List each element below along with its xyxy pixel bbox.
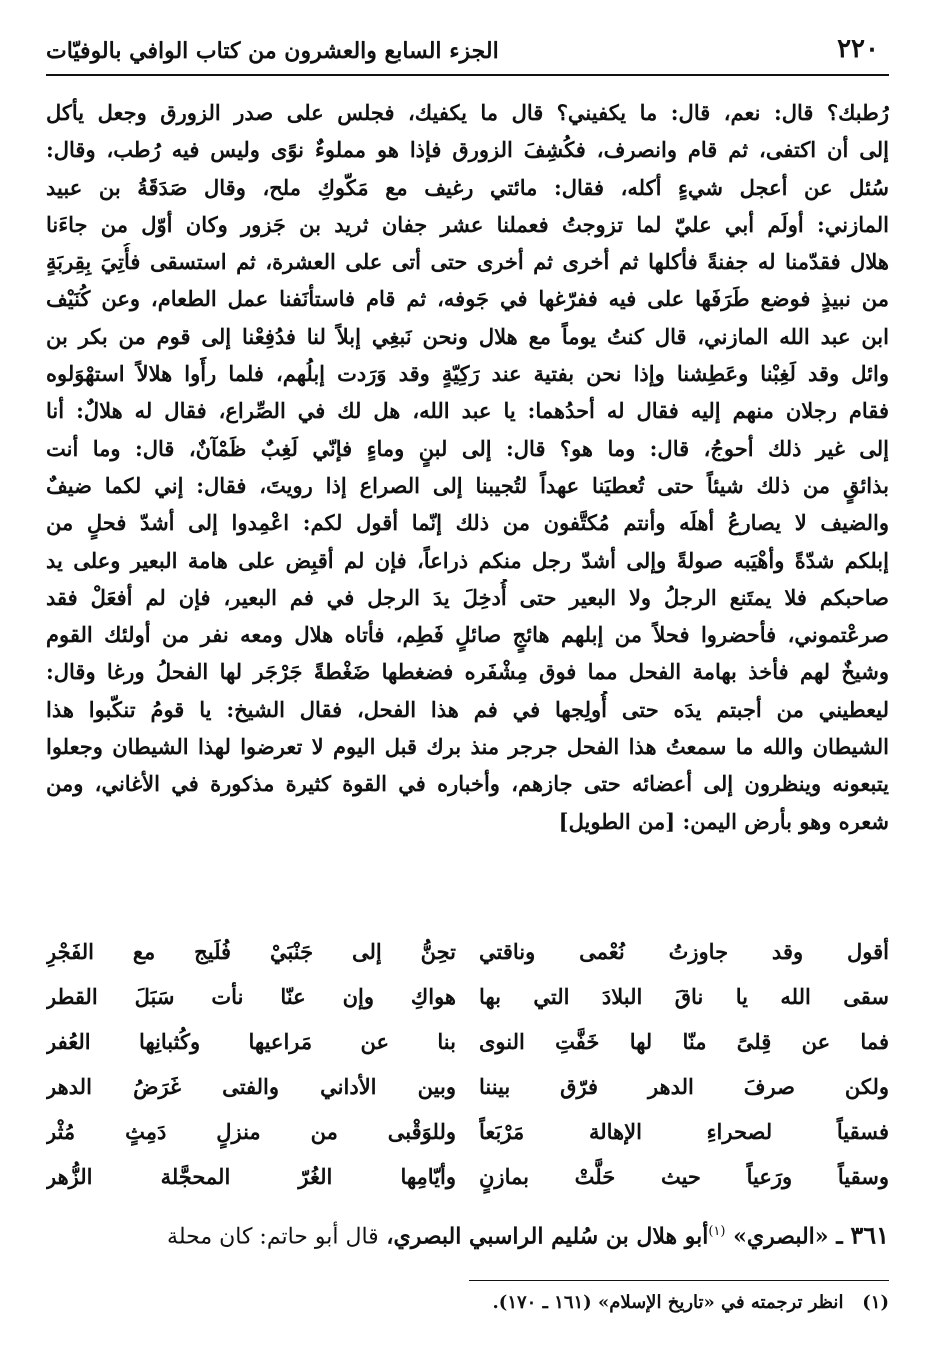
verse-first-hemistich: فما عن قِلىً منّا لها خَفَّتِ النوى [479,1029,889,1054]
verse-row [46,977,889,1022]
body-line: إبلكم شدّةً وأهْيَبه صولةً وإلى أشدّ رجل منكم ذراعاً، فإن لم أقبِض على هامة البعير وعلى يد [46,547,889,573]
verse-second-hemistich: تحِنُّ إلى جَنْبَيْ فُلَيج مع الفَجْرِ [46,939,456,964]
entry-dash: ـ [836,1223,843,1250]
entry-nickname: «البصري» [733,1223,829,1250]
poem-verses [46,932,889,1202]
body-line: سُئل عن أعجل شيءٍ أكله، فقال: مائتي رغيف مع مَكّوكِ ملح، وقال صَدَقَةُ بن عبيد [46,174,889,200]
verse-first-hemistich: فسقياً لصحراءِ الإهالة مَرْبَعاً [479,1119,889,1144]
body-line: إلى أن اكتفى، ثم قام وانصرف، فكُشِفَ الزورق فإذا هو مملوءٌ نوًى وليس فيه رُطب، وقال: [46,137,889,163]
entry-number: ٣٦١ [850,1220,889,1250]
body-line: هلال فقدّمنا له جفنةً فأكلها ثم أخرى ثم أخرى حتى أتى على العشرة، ثم استسقى فأُتِيَ بِقِربَةٍ [46,249,889,275]
page-number: ٢٢٠ [837,34,879,64]
body-line: وائل وقد لَغِبْنا وعَطِشنا وإذا نحن بفتية عند رَكِيّةٍ وقد وَرَدت إبلُهم، فلما رأَوا هلالاً استهْوَلوه [46,361,889,387]
footnote [46,1292,889,1313]
footnote-reference: (١) [708,1224,726,1239]
verse-first-hemistich: أقول وقد جاوزتُ نُعْمى وناقتي [479,939,889,964]
body-line: بذائقٍ من ذلك شيئاً حتى تُعطيَنا عهداً لتُجيبنا إلى الصراع إذا رويتَ، فقال: إني لكما ضيفٌ [46,472,889,498]
biography-entry-heading [46,1212,889,1252]
verse-row [46,1157,889,1202]
footnote-divider [469,1280,889,1281]
verse-row [46,1067,889,1112]
verse-row [46,1022,889,1067]
body-line: صرعْتموني، فأحضروا فحلاً من إبلهم هائجٍ صائلٍ فَطِم، فأتاه هلال ومعه نفر من أولئك القوم [46,622,889,648]
page-header [46,28,889,76]
body-line: من نبيذٍ فوضع طَرَفَها على فيه ففرّغها في جَوفه، ثم قام فاستأنَفنا عمل الطعام، وعن كُنَيْف [46,286,889,312]
entry-text: قال أبو حاتم: كان محلة [167,1224,379,1250]
verse-second-hemistich: هواكِ وإن عنّا نأت سَبَلَ القطر [46,984,456,1009]
running-title: الجزء السابع والعشرون من كتاب الوافي بالوفيّات [46,38,499,64]
body-line: صاحبكم فلا يمتَنع الرجلُ ولا البعير حتى أُدخِلَ يدَ الرجل في فم البعير، فإن لم أفعَلْ فقد [46,584,889,610]
verse-second-hemistich: وللوَقْبى من منزلٍ دَمِثٍ مُثْر [46,1119,456,1144]
body-line: إلى غير ذلك أحوجُ، قال: وما هو؟ قال: إلى لبنٍ وماءٍ فإنّي لَغِبٌ ظَمْآنٌ، قال: وما أنت [46,435,889,461]
body-line: وشيخٌ لهم فأخذ بهامة الفحل مما فوق مِشْفَره فضغطها ضَغْطةً جَرْجَر لها الفحلُ ورغا وقال: [46,659,889,685]
footnote-text: انظر ترجمته في «تاريخ الإسلام» (١٦١ ـ ١٧٠). [492,1292,844,1313]
body-line: رُطبك؟ قال: نعم، قال: ما يكفيني؟ قال ما يكفيك، فجلس على صدر الزورق وجعل يأكل [46,100,889,125]
body-line: فقام رجلان منهم إليه فقال له أحدُهما: يا عبد الله، هل لك في الصِّراع، فقال له هلالٌ: أنا [46,398,889,424]
entry-name: أبو هلال بن سُليم الراسبي البصري، [386,1223,709,1250]
verse-first-hemistich: سقى الله يا ناقَ البلادَ التي بها [479,984,889,1009]
body-line: المازني: أولَم أبي عليّ لما تزوجتُ فعملنا عشر جفان ثريد بن جَزور وكان أوّل من جاءَنا [46,211,889,237]
body-text [46,94,889,840]
body-line: والضيف لا يصارعُ أهلَه وأنتم مُكتَّفون من ذلك إنّما أقول لكم: اعْمِدوا إلى أشدّ فحلٍ من [46,510,889,536]
verse-row [46,1112,889,1157]
body-line: ليعطيني من أجبتم يدَه حتى أُولِجها في فم هذا الفحل، فقال الشيخ: يا قومُ تنكّبوا هذا [46,696,889,722]
body-line: شعره وهو بأرض اليمن: [من الطويل] [558,808,889,834]
body-line: يتبعونه وينظرون إلى أعضائه حتى جازهم، وأخباره في القوة كثيرة مذكورة في الأغاني، ومن [46,771,889,797]
verse-second-hemistich: بنا عن مَراعيها وكُثبانِها العُفر [46,1029,456,1054]
verse-second-hemistich: وبين الأداني والفتى غَرَضُ الدهر [46,1074,456,1099]
verse-row [46,932,889,977]
verse-second-hemistich: وأيّامِها الغُرّ المحجَّلة الزُّهر [46,1164,456,1189]
verse-first-hemistich: وسقياً ورَعياً حيث حَلَّتْ بمازنٍ [479,1164,889,1189]
footnote-marker: (١) [862,1292,889,1313]
verse-first-hemistich: ولكن صرفَ الدهر فرّق بيننا [479,1074,889,1099]
body-line: الشيطان والله ما سمعتُ هذا الفحل جرجر منذ برك قبل اليوم لا تعرضوا لهذا الشيطان وجعلوا [46,734,889,760]
body-line: ابن عبد الله المازني، قال كنتُ يوماً مع هلال ونحن نَبغِي إبلاً لنا فدُفِعْنا إلى قوم من بكر بن [46,323,889,349]
